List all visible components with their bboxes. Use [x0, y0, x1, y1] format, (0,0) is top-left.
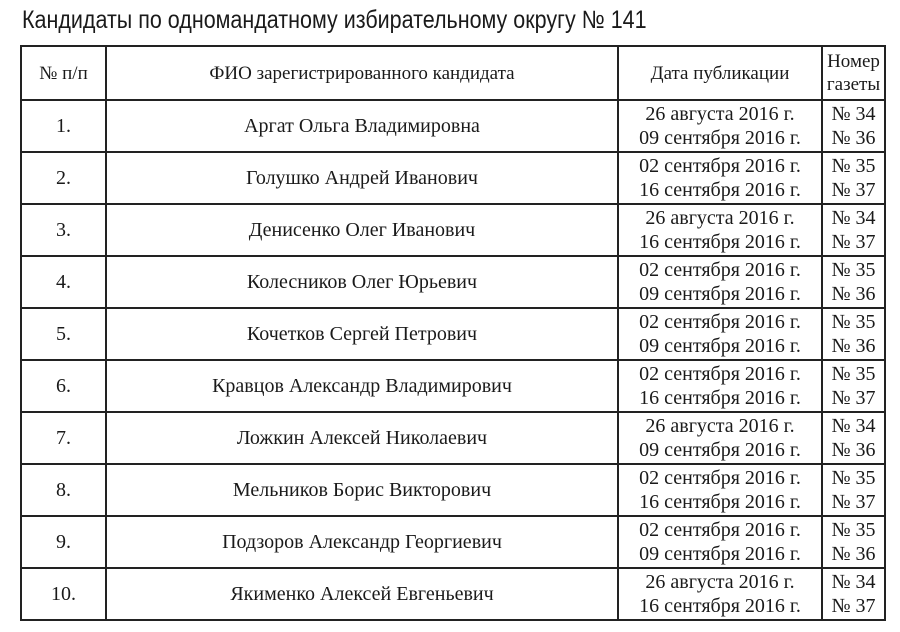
publication-date: 26 августа 2016 г.	[645, 415, 795, 437]
table-row	[21, 308, 885, 360]
publication-date: 16 сентября 2016 г.	[639, 387, 801, 409]
candidate-name: Ложкин Алексей Николаевич	[106, 412, 618, 464]
publication-dates	[618, 100, 822, 152]
table-row	[21, 412, 885, 464]
row-number: 5.	[21, 308, 106, 360]
newspaper-number: № 36	[831, 439, 876, 461]
publication-date: 02 сентября 2016 г.	[639, 363, 801, 385]
row-number: 2.	[21, 152, 106, 204]
newspaper-numbers	[822, 100, 885, 152]
newspaper-number: № 35	[831, 467, 876, 489]
newspaper-number: № 37	[831, 179, 876, 201]
table-row	[21, 100, 885, 152]
newspaper-number: № 37	[831, 491, 876, 513]
publication-dates	[618, 308, 822, 360]
table-row	[21, 568, 885, 620]
publication-date: 16 сентября 2016 г.	[639, 491, 801, 513]
table-row	[21, 464, 885, 516]
publication-dates	[618, 516, 822, 568]
candidate-name: Кравцов Александр Владимирович	[106, 360, 618, 412]
header-candidate-name: ФИО зарегистрированного кандидата	[106, 46, 618, 100]
publication-date: 02 сентября 2016 г.	[639, 259, 801, 281]
candidate-name: Подзоров Александр Георгиевич	[106, 516, 618, 568]
publication-dates	[618, 256, 822, 308]
header-number: № п/п	[21, 46, 106, 100]
row-number: 10.	[21, 568, 106, 620]
candidate-name: Якименко Алексей Евгеньевич	[106, 568, 618, 620]
newspaper-number: № 37	[831, 387, 876, 409]
publication-dates	[618, 568, 822, 620]
newspaper-numbers	[822, 204, 885, 256]
newspaper-number: № 34	[831, 415, 876, 437]
publication-date: 09 сентября 2016 г.	[639, 439, 801, 461]
publication-date: 09 сентября 2016 г.	[639, 127, 801, 149]
publication-date: 02 сентября 2016 г.	[639, 155, 801, 177]
publication-date: 16 сентября 2016 г.	[639, 231, 801, 253]
newspaper-numbers	[822, 412, 885, 464]
publication-dates	[618, 412, 822, 464]
newspaper-number: № 36	[831, 283, 876, 305]
newspaper-numbers	[822, 464, 885, 516]
row-number: 8.	[21, 464, 106, 516]
publication-date: 26 августа 2016 г.	[645, 571, 795, 593]
candidate-name: Голушко Андрей Иванович	[106, 152, 618, 204]
row-number: 9.	[21, 516, 106, 568]
newspaper-number: № 35	[831, 363, 876, 385]
table-row	[21, 204, 885, 256]
row-number: 7.	[21, 412, 106, 464]
candidate-name: Мельников Борис Викторович	[106, 464, 618, 516]
newspaper-numbers	[822, 152, 885, 204]
publication-date: 09 сентября 2016 г.	[639, 543, 801, 565]
newspaper-numbers	[822, 568, 885, 620]
header-newspaper-number	[822, 46, 885, 100]
newspaper-number: № 34	[831, 103, 876, 125]
publication-date: 09 сентября 2016 г.	[639, 283, 801, 305]
newspaper-number: № 36	[831, 127, 876, 149]
candidates-table	[20, 45, 886, 621]
publication-date: 09 сентября 2016 г.	[639, 335, 801, 357]
row-number: 1.	[21, 100, 106, 152]
publication-dates	[618, 204, 822, 256]
newspaper-number: № 34	[831, 571, 876, 593]
publication-dates	[618, 152, 822, 204]
newspaper-number: № 35	[831, 155, 876, 177]
candidate-name: Денисенко Олег Иванович	[106, 204, 618, 256]
candidate-name: Аргат Ольга Владимировна	[106, 100, 618, 152]
newspaper-numbers	[822, 360, 885, 412]
newspaper-numbers	[822, 516, 885, 568]
newspaper-numbers	[822, 256, 885, 308]
newspaper-number: № 37	[831, 231, 876, 253]
table-row	[21, 516, 885, 568]
table-row	[21, 360, 885, 412]
publication-date: 02 сентября 2016 г.	[639, 467, 801, 489]
row-number: 3.	[21, 204, 106, 256]
publication-date: 16 сентября 2016 г.	[639, 595, 801, 617]
newspaper-number: № 35	[831, 519, 876, 541]
publication-dates	[618, 360, 822, 412]
publication-date: 02 сентября 2016 г.	[639, 519, 801, 541]
candidate-name: Колесников Олег Юрьевич	[106, 256, 618, 308]
newspaper-number: № 36	[831, 335, 876, 357]
header-publication-date: Дата публикации	[618, 46, 822, 100]
page-title: Кандидаты по одномандатному избирательному округу № 141	[22, 6, 647, 34]
row-number: 6.	[21, 360, 106, 412]
newspaper-number: № 36	[831, 543, 876, 565]
header-newspaper-line1: Номер	[827, 51, 880, 72]
newspaper-number: № 37	[831, 595, 876, 617]
publication-dates	[618, 464, 822, 516]
publication-date: 02 сентября 2016 г.	[639, 311, 801, 333]
publication-date: 16 сентября 2016 г.	[639, 179, 801, 201]
newspaper-number: № 35	[831, 311, 876, 333]
table-header-row	[21, 46, 885, 100]
table-row	[21, 152, 885, 204]
publication-date: 26 августа 2016 г.	[645, 103, 795, 125]
row-number: 4.	[21, 256, 106, 308]
newspaper-number: № 35	[831, 259, 876, 281]
publication-date: 26 августа 2016 г.	[645, 207, 795, 229]
table-row	[21, 256, 885, 308]
newspaper-number: № 34	[831, 207, 876, 229]
header-newspaper-line2: газеты	[826, 74, 881, 95]
newspaper-numbers	[822, 308, 885, 360]
candidate-name: Кочетков Сергей Петрович	[106, 308, 618, 360]
